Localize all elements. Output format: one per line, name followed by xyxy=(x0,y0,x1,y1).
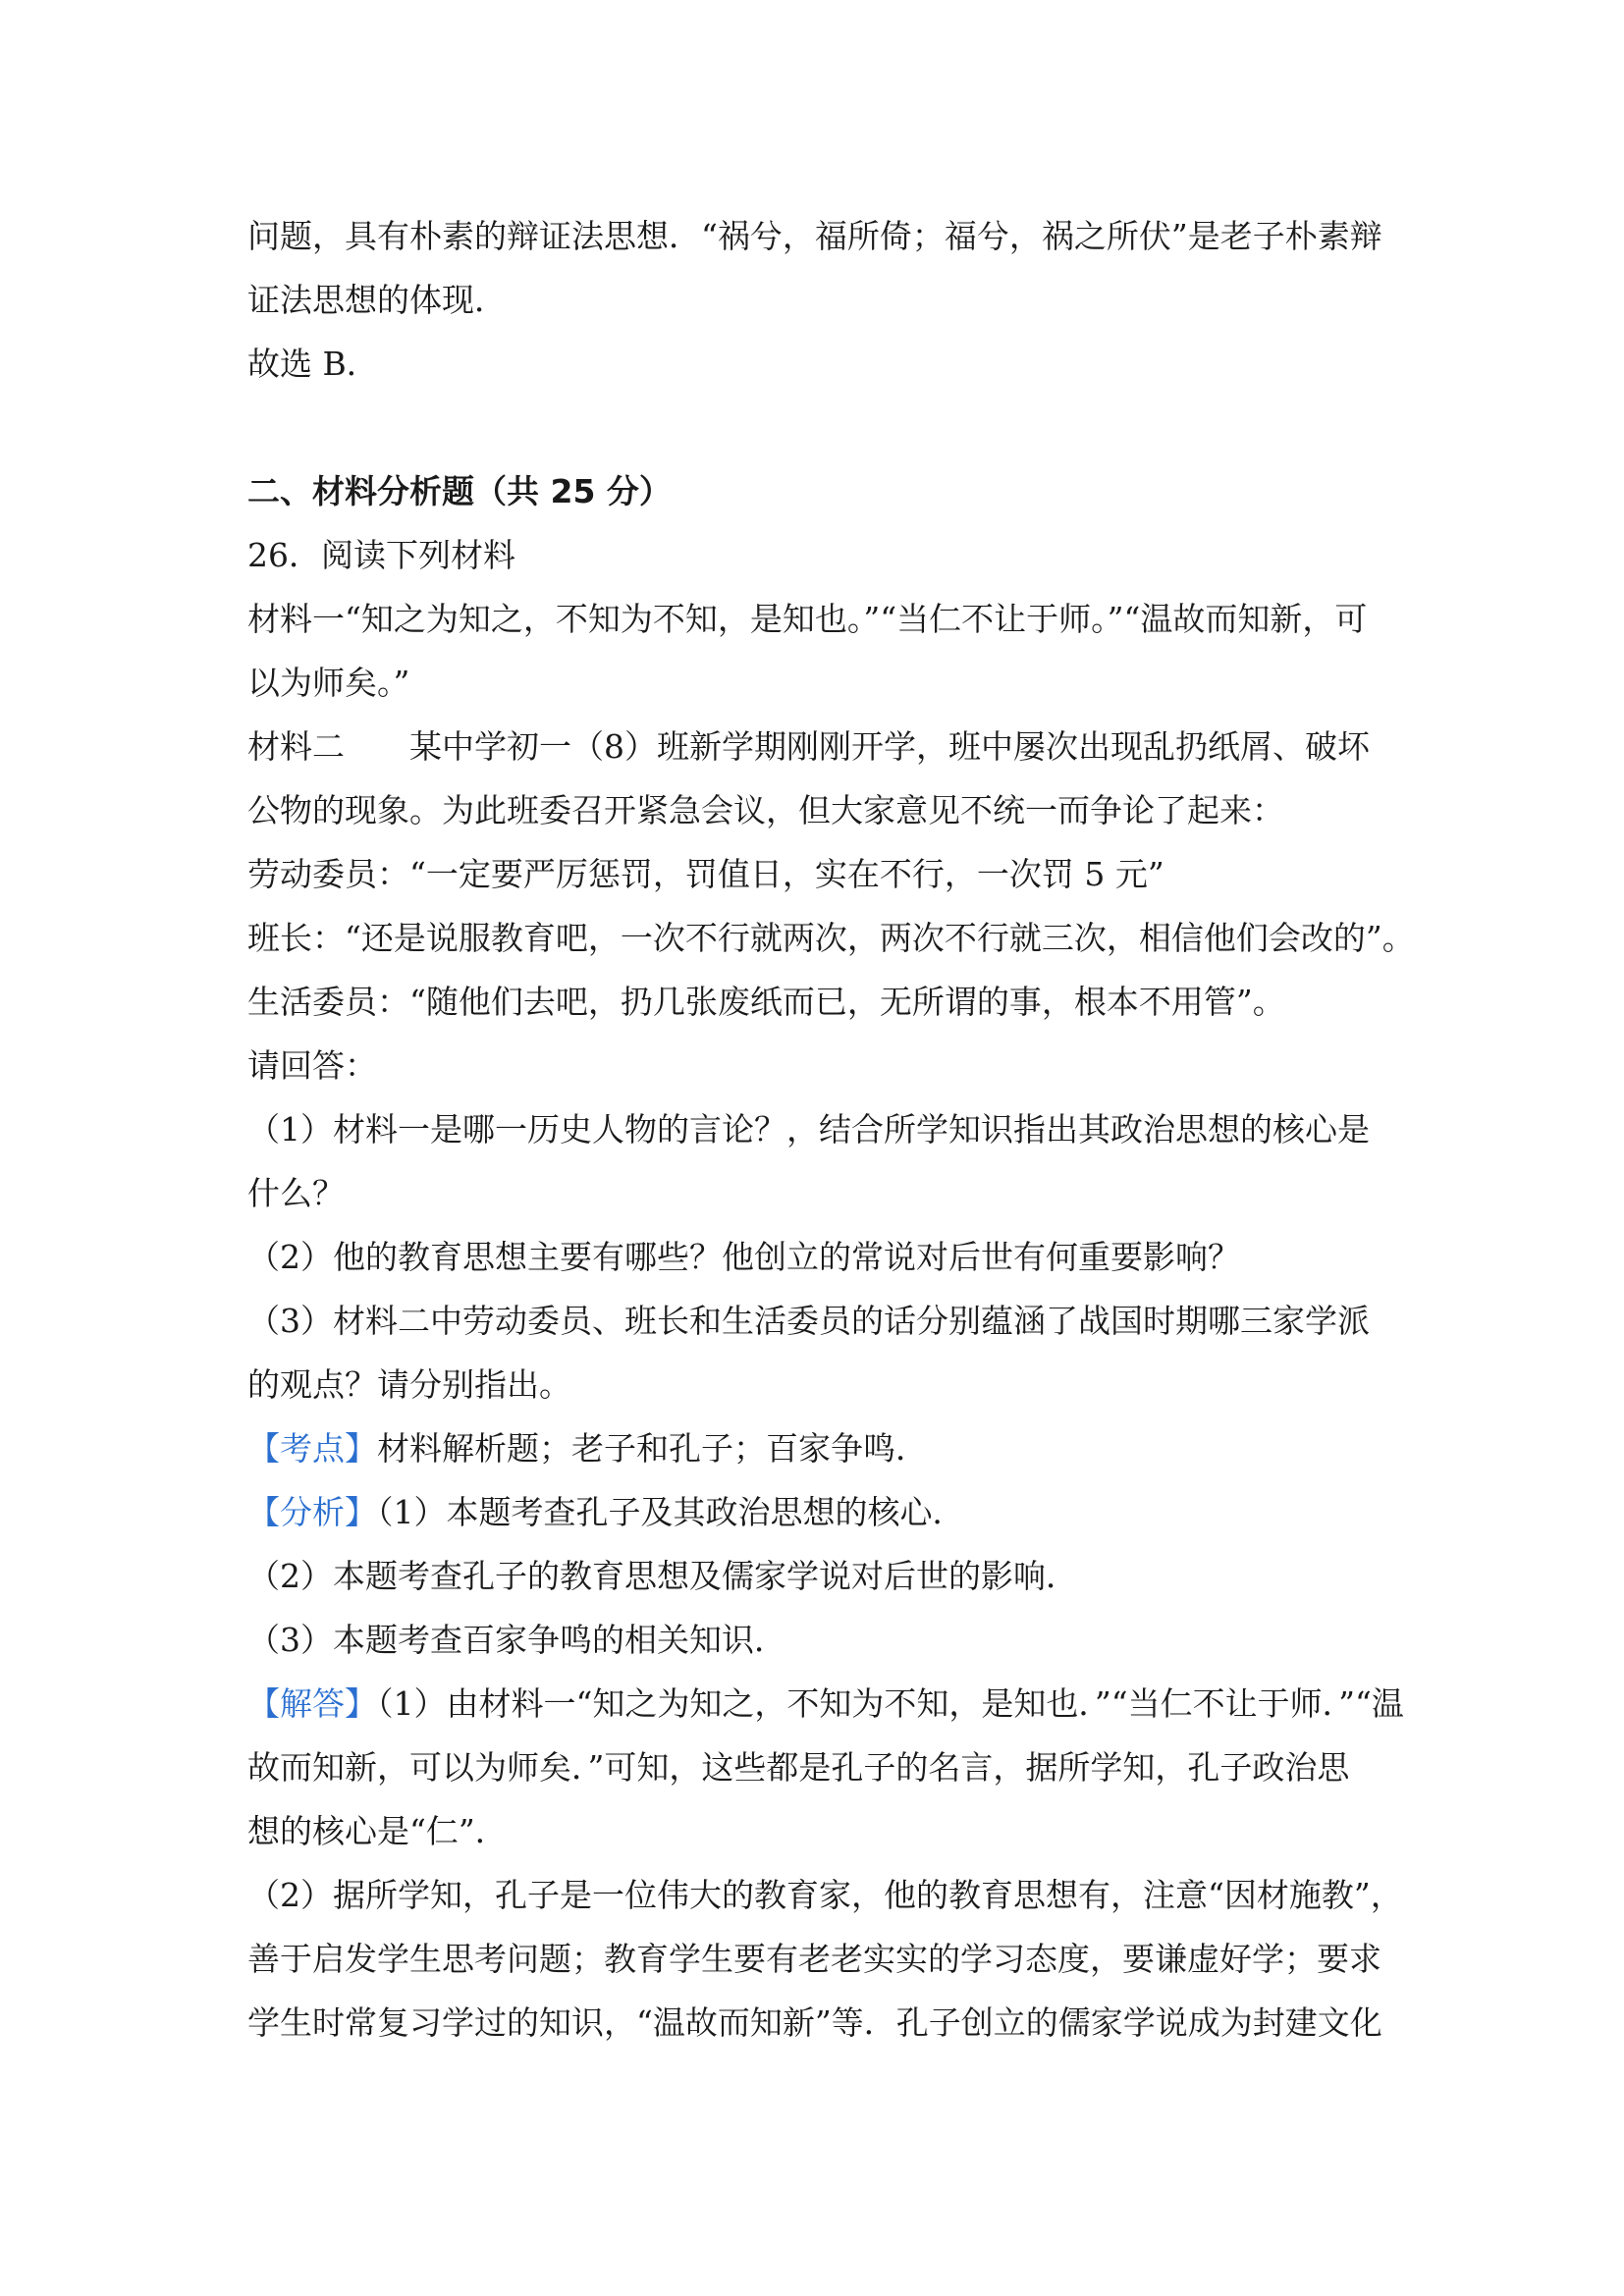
document-page xyxy=(247,204,1415,2055)
subquestions xyxy=(247,1097,1386,1416)
jieda-block xyxy=(247,1672,1404,2055)
subquestion-line: （2）他的教育思想主要有哪些？他创立的常说对后世有何重要影响？ xyxy=(247,1238,1240,1276)
text-line: 问题，具有朴素的辩证法思想．“祸兮，福所倚；福兮，祸之所伏”是老子朴素辩 xyxy=(247,217,1382,255)
text-line: 善于启发学生思考问题；教育学生要有老老实实的学习态度，要谦虚好学；要求 xyxy=(247,1940,1381,1978)
subquestion-line: 的观点？请分别指出。 xyxy=(247,1365,571,1404)
answer-prompt: 请回答： xyxy=(247,1046,377,1085)
material-two xyxy=(247,715,1415,1034)
text-line: 以为师矣。” xyxy=(247,664,410,702)
jieda-line xyxy=(247,1672,1404,1735)
kaodian-line xyxy=(247,1416,1386,1480)
text-line: 生活委员：“随他们去吧，扔几张废纸而已，无所谓的事，根本不用管”。 xyxy=(247,983,1285,1021)
subquestion-line: （3）材料二中劳动委员、班长和生活委员的话分别蕴涵了战国时期哪三家学派 xyxy=(247,1302,1370,1340)
kaodian-tag: 【考点】 xyxy=(247,1429,377,1468)
subquestion-line: （1）材料一是哪一历史人物的言论？，结合所学知识指出其政治思想的核心是 xyxy=(247,1110,1370,1148)
text-line: 学生时常复习学过的知识，“温故而知新”等．孔子创立的儒家学说成为封建文化 xyxy=(247,2003,1382,2042)
text-line: （3）本题考查百家争鸣的相关知识． xyxy=(247,1621,786,1659)
subquestion-line: 什么？ xyxy=(247,1174,345,1212)
text-line: 劳动委员：“一定要严厉惩罚，罚值日，实在不行，一次罚 5 元” xyxy=(247,855,1164,893)
opening-paragraph xyxy=(247,204,1386,396)
question-number: 26．阅读下列材料 xyxy=(247,536,515,574)
text-line: 材料二 某中学初一（8）班新学期刚刚开学，班中屡次出现乱扔纸屑、破坏 xyxy=(247,727,1370,766)
fenxi-line xyxy=(247,1480,1386,1544)
section-heading: 二、材料分析题（共 25 分） xyxy=(247,472,672,510)
text-line: 班长：“还是说服教育吧，一次不行就两次，两次不行就三次，相信他们会改的”。 xyxy=(247,919,1415,957)
fenxi-tag: 【分析】 xyxy=(247,1493,377,1531)
material-one xyxy=(247,587,1386,715)
text-line: 故而知新，可以为师矣．”可知，这些都是孔子的名言，据所学知，孔子政治思 xyxy=(247,1748,1350,1787)
text-line: （2）本题考查孔子的教育思想及儒家学说对后世的影响． xyxy=(247,1557,1078,1595)
fenxi-block xyxy=(247,1480,1386,1672)
jieda-text: （1）由材料一“知之为知之，不知为不知，是知也．”“当仁不让于师．”“温 xyxy=(377,1684,1404,1723)
text-line: （2）据所学知，孔子是一位伟大的教育家，他的教育思想有，注意“因材施教”， xyxy=(247,1876,1403,1914)
kaodian-text: 材料解析题；老子和孔子；百家争鸣． xyxy=(377,1429,928,1468)
text-line: 公物的现象。为此班委召开紧急会议，但大家意见不统一而争论了起来： xyxy=(247,791,1284,829)
jieda-tag: 【解答】 xyxy=(247,1684,377,1723)
fenxi-text: （1）本题考查孔子及其政治思想的核心． xyxy=(377,1493,965,1531)
text-line: 证法思想的体现． xyxy=(247,281,507,319)
answer-choice-line: 故选 B． xyxy=(247,345,379,383)
text-line: 材料一“知之为知之，不知为不知，是知也。”“当仁不让于师。”“温故而知新，可 xyxy=(247,600,1368,638)
text-line: 想的核心是“仁”． xyxy=(247,1812,508,1850)
